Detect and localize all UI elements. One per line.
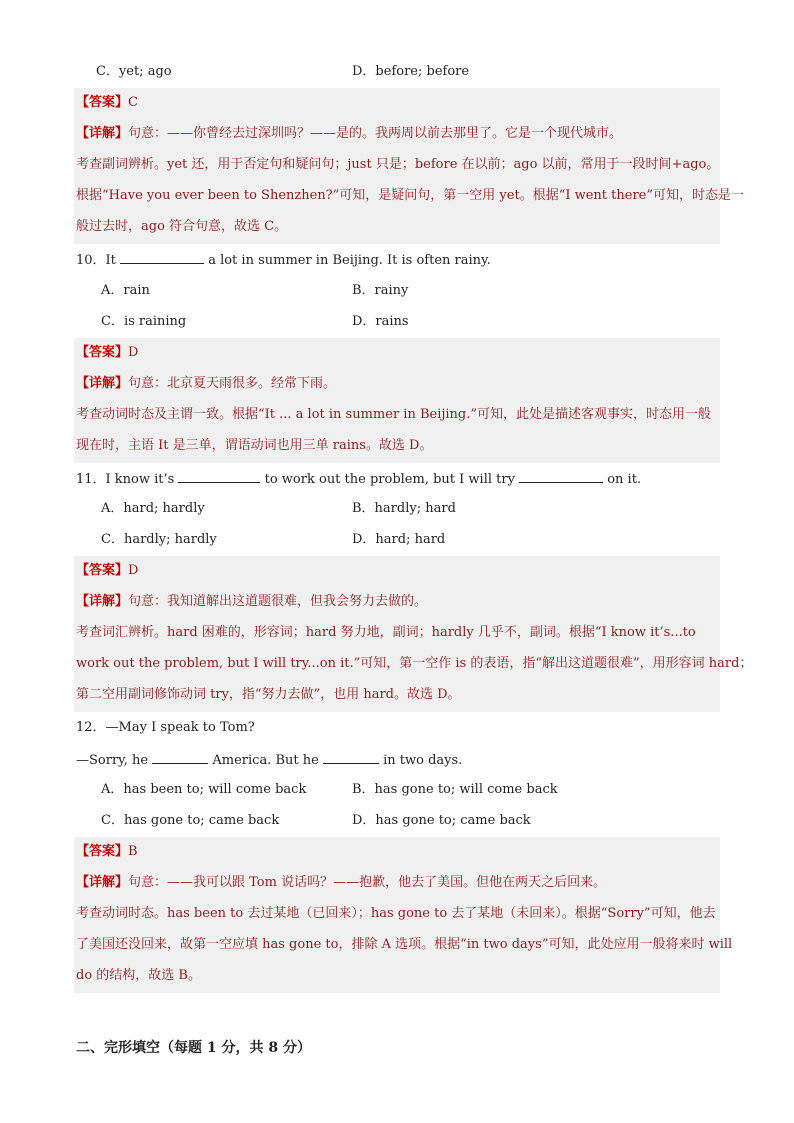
q9-detail-line-3: 根据“Have you ever been to Shenzhen?”可知，是疑问句，第一空用 yet。根据“I went there”可知，时态是一 xyxy=(76,188,745,203)
q10-option-a: A．rain xyxy=(101,283,150,298)
q9-detail-line-1 xyxy=(76,124,622,144)
q12-option-a: A．has been to; will come back xyxy=(101,782,307,797)
q12-detail-line-2: 考查动词时态。has been to 去过某地（已回来）；has gone to 去了某地（未回来）。根据“Sorry”可知，他去 xyxy=(76,906,716,921)
q11-detail-line-1 xyxy=(76,592,427,612)
detail-tag: 【详解】 xyxy=(76,376,129,391)
detail-tag: 【详解】 xyxy=(76,126,129,141)
q10-detail-line-3: 现在时，主语 It 是三单，谓语动词也用三单 rains。故选 D。 xyxy=(76,438,433,453)
q9-answer-line xyxy=(76,93,138,113)
q9-detail-line-4: 般过去时，ago 符合句意，故选 C。 xyxy=(76,219,288,234)
answer-tag: 【答案】 xyxy=(76,345,129,360)
q12-option-b: B．has gone to; will come back xyxy=(352,782,558,797)
q9-detail-line-2: 考查副词辨析。yet 还，用于否定句和疑问句；just 只是；before 在以前；ago 以前，常用于一段时间+ago。 xyxy=(76,157,720,172)
detail-text: 句意：我知道解出这道题很难，但我会努力去做的。 xyxy=(128,594,428,609)
q11-detail-line-3: work out the problem, but I will try...on it.”可知，第一空作 is 的表语，指“解出这道题很难”，用形容词 hard； xyxy=(76,656,753,671)
q11-blank-2 xyxy=(519,468,603,483)
detail-tag: 【详解】 xyxy=(76,594,129,609)
detail-tag: 【详解】 xyxy=(76,875,129,890)
q10-option-d: D．rains xyxy=(352,314,409,329)
q12-detail-line-1 xyxy=(76,873,606,893)
q11-option-d: D．hard; hard xyxy=(352,532,446,547)
q10-blank xyxy=(120,249,204,264)
q11-stem-end: on it. xyxy=(607,472,642,487)
q10-answer-block xyxy=(74,338,720,463)
q12-stem-middle: America. But he xyxy=(212,753,319,768)
q11-detail-line-4: 第二空用副词修饰动词 try，指“努力去做”，也用 hard。故选 D。 xyxy=(76,687,461,702)
q12-blank-1 xyxy=(152,749,208,764)
answer-value: D xyxy=(128,345,139,360)
q11-detail-line-2: 考查词汇辨析。hard 困难的，形容词；hard 努力地，副词；hardly 几乎不，副词。根据“I know it’s...to xyxy=(76,625,696,640)
q10-option-c: C．is raining xyxy=(101,314,187,329)
answer-tag: 【答案】 xyxy=(76,844,129,859)
q12-stem-line-1: 12．—May I speak to Tom? xyxy=(76,720,255,735)
q12-stem-end: in two days. xyxy=(383,753,463,768)
detail-text: 句意：——你曾经去过深圳吗？——是的。我两周以前去那里了。它是一个现代城市。 xyxy=(128,126,623,141)
detail-text: 句意：北京夏天雨很多。经常下雨。 xyxy=(128,376,337,391)
q11-stem-start: 11．I know it’s xyxy=(76,472,175,487)
q12-option-d: D．has gone to; came back xyxy=(352,813,531,828)
q11-blank-1 xyxy=(178,468,260,483)
q12-detail-line-4: do 的结构，故选 B。 xyxy=(76,968,201,983)
q9-answer-block xyxy=(74,88,745,244)
answer-tag: 【答案】 xyxy=(76,95,129,110)
q10-detail-line-1 xyxy=(76,374,336,394)
answer-value: B xyxy=(128,844,138,859)
q11-answer-line xyxy=(76,561,138,581)
q10-option-b: B．rainy xyxy=(352,283,409,298)
q12-blank-2 xyxy=(323,749,379,764)
q10-stem-start: 10．It xyxy=(76,253,116,268)
q11-stem xyxy=(76,468,641,490)
q10-stem-end: a lot in summer in Beijing. It is often rainy. xyxy=(208,253,491,268)
q12-answer-line xyxy=(76,842,138,862)
answer-value: C xyxy=(128,95,138,110)
q12-detail-line-3: 了美国还没回来，故第一空应填 has gone to，排除 A 选项。根据“in two days”可知，此处应用一般将来时 will xyxy=(76,937,733,952)
q11-answer-block xyxy=(74,556,753,712)
q12-option-c: C．has gone to; came back xyxy=(101,813,280,828)
answer-tag: 【答案】 xyxy=(76,563,129,578)
q11-option-a: A．hard; hardly xyxy=(101,501,205,516)
detail-text: 句意：——我可以跟 Tom 说话吗？——抱歉，他去了美国。但他在两天之后回来。 xyxy=(128,875,607,890)
section-title: 二、完形填空（每题 1 分，共 8 分） xyxy=(76,1040,311,1056)
answer-value: D xyxy=(128,563,139,578)
q10-detail-line-2: 考查动词时态及主谓一致。根据“It ... a lot in summer in Beijing.”可知，此处是描述客观事实，时态用一般 xyxy=(76,407,712,422)
q12-stem-line-2 xyxy=(76,749,462,771)
q9-option-d: D．before; before xyxy=(352,64,470,79)
q10-stem xyxy=(76,249,491,271)
q9-option-c: C．yet; ago xyxy=(96,64,172,79)
q10-answer-line xyxy=(76,343,138,363)
q11-stem-middle: to work out the problem, but I will try xyxy=(264,472,515,487)
q11-option-b: B．hardly; hard xyxy=(352,501,456,516)
q12-answer-block xyxy=(74,837,733,993)
q12-stem-start: —Sorry, he xyxy=(76,753,149,768)
q11-option-c: C．hardly; hardly xyxy=(101,532,217,547)
